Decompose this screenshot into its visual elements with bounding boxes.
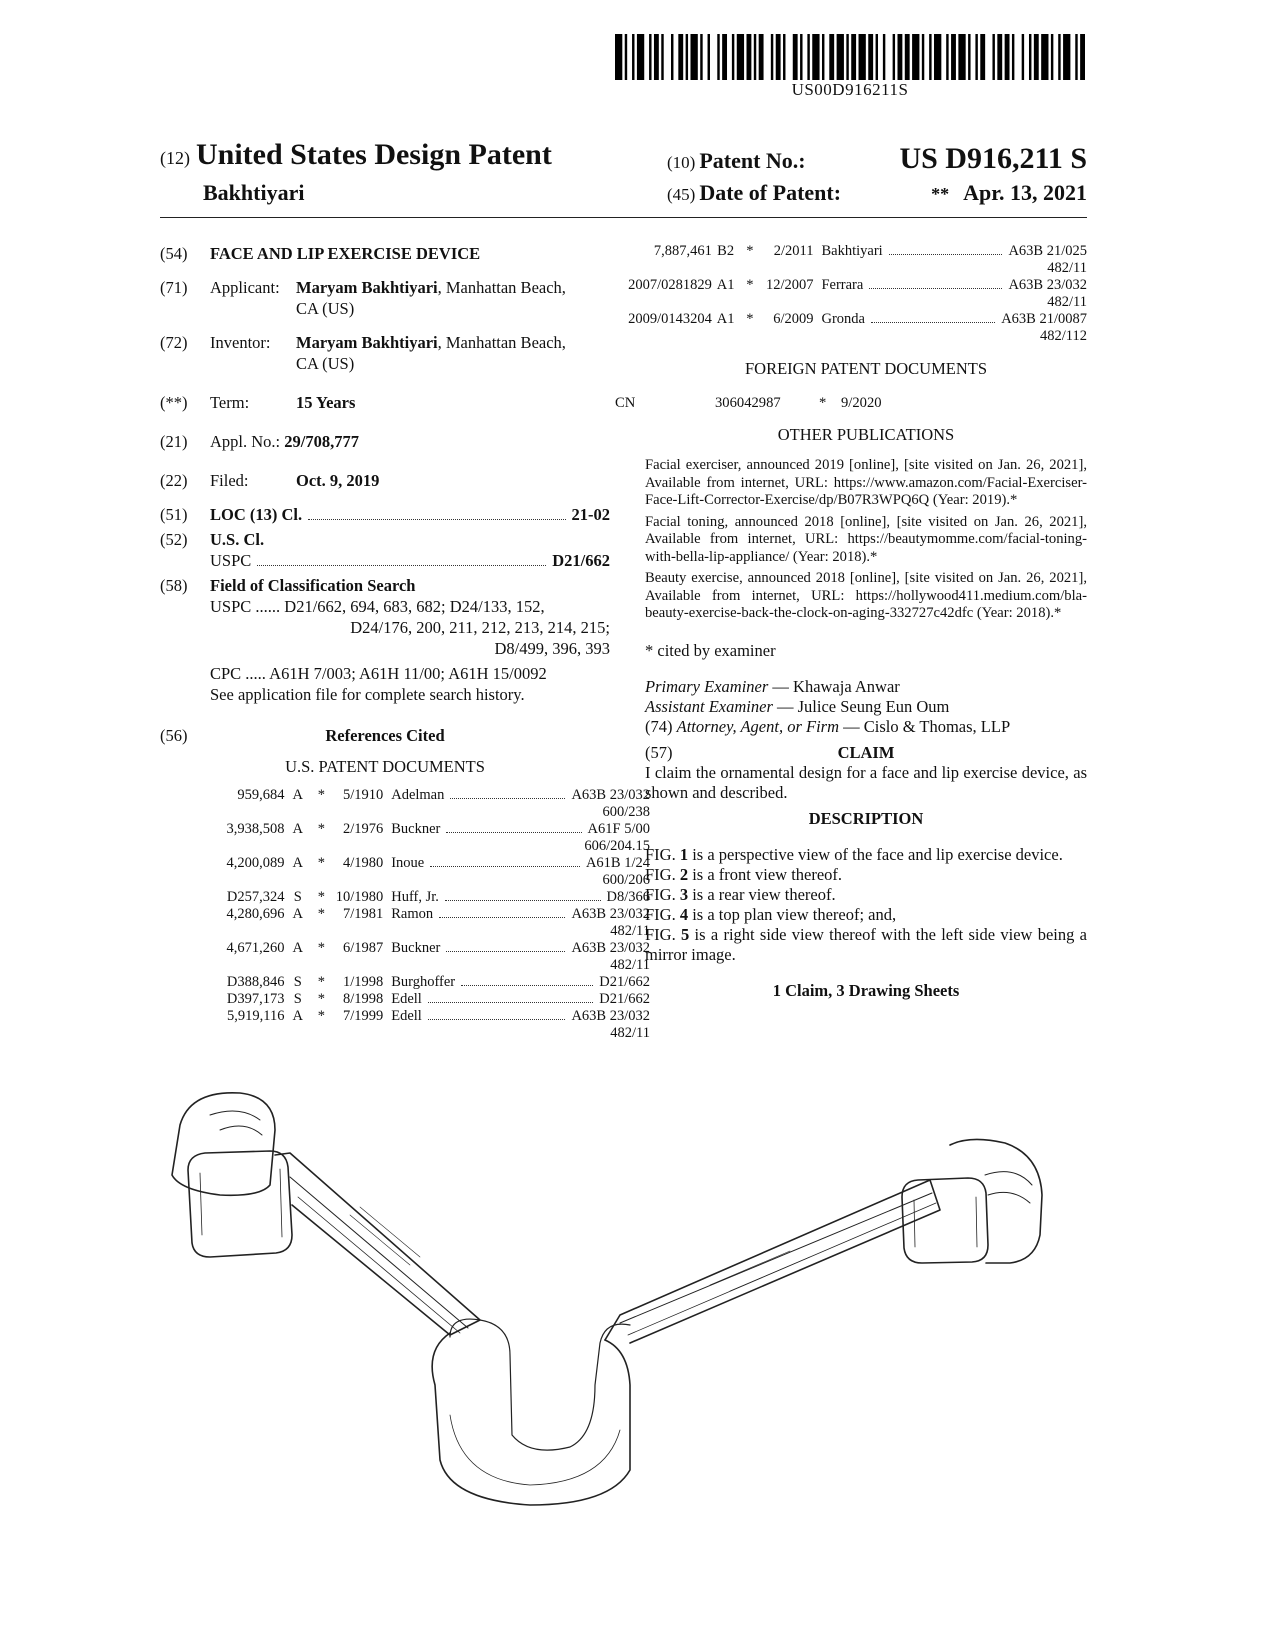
barcode-bar — [822, 34, 824, 80]
header-rule — [160, 217, 1087, 218]
reference-star: * — [317, 889, 326, 905]
barcode-bar — [851, 34, 856, 80]
barcode-bar — [859, 34, 866, 80]
field-code: (52) — [160, 530, 188, 549]
reference-subclass-row — [190, 923, 650, 940]
us-references-continued-table — [615, 243, 1087, 345]
reference-star: * — [317, 974, 326, 990]
reference-row — [190, 974, 650, 991]
device-drawing — [150, 1085, 1090, 1625]
field-label: Applicant: — [210, 278, 280, 297]
right-bar — [605, 1180, 940, 1343]
reference-kind: A1 — [716, 311, 735, 327]
attorney-name: — Cislo & Thomas, LLP — [843, 716, 1011, 736]
reference-subclass: 482/11 — [610, 957, 650, 973]
loc-field — [160, 504, 610, 525]
reference-date: 4/1980 — [342, 855, 384, 871]
center-loop — [432, 1333, 630, 1505]
field-label: LOC (13) Cl. — [210, 505, 303, 524]
foreign-country: CN — [615, 395, 636, 411]
barcode-bar — [686, 34, 688, 80]
reference-row — [190, 889, 650, 906]
reference-class: A61B 1/24 — [585, 855, 650, 871]
barcode-bar — [992, 34, 994, 80]
barcode-bar — [958, 34, 965, 80]
term-field — [160, 392, 610, 413]
reference-name: Edell — [391, 991, 422, 1007]
primary-examiner — [645, 677, 1087, 697]
barcode-bar — [678, 34, 683, 80]
reference-num: 3,938,508 — [226, 821, 285, 837]
reference-name: Huff, Jr. — [391, 889, 439, 905]
reference-star: * — [746, 243, 754, 259]
reference-star: * — [746, 311, 754, 327]
reference-row — [190, 787, 650, 804]
barcode-bar — [747, 34, 752, 80]
barcode-bar — [708, 34, 710, 80]
loc-value: 21-02 — [571, 505, 610, 524]
reference-row — [190, 940, 650, 957]
field-label: Term: — [210, 393, 250, 412]
reference-name: Buckner — [391, 940, 441, 956]
barcode-bar — [968, 34, 970, 80]
reference-date: 7/1999 — [342, 1008, 384, 1024]
field-label: Inventor: — [210, 333, 271, 352]
reference-class: A63B 23/032 — [571, 940, 650, 956]
reference-star: * — [746, 277, 754, 293]
reference-star: * — [317, 855, 326, 871]
foreign-star: * — [819, 395, 827, 411]
barcode-bar — [1034, 34, 1039, 80]
reference-row — [190, 821, 650, 838]
inventor-field — [160, 332, 610, 374]
reference-star: * — [317, 940, 326, 956]
reference-subclass-row — [615, 260, 1087, 277]
reference-date: 10/1980 — [335, 889, 384, 905]
field-of-search — [160, 575, 610, 705]
barcode-bar — [1005, 34, 1010, 80]
search-history-note: See application file for complete search history. — [210, 685, 525, 704]
reference-name: Gronda — [821, 311, 865, 327]
author-name: Bakhtiyari — [203, 180, 305, 205]
reference-date: 6/2009 — [773, 311, 814, 327]
reference-row — [615, 311, 1087, 328]
appl-no-value: 29/708,777 — [284, 432, 359, 451]
reference-class: A63B 23/032 — [571, 787, 650, 803]
applicant-name: Maryam Bakhtiyari — [296, 278, 438, 297]
reference-subclass-row — [615, 328, 1087, 345]
assistant-examiner — [645, 697, 1087, 717]
us-documents-title: U.S. PATENT DOCUMENTS — [285, 757, 485, 776]
barcode-bar — [905, 34, 910, 80]
patent-title-heading: United States Design Patent — [196, 138, 552, 171]
foreign-number: 306042987 — [715, 395, 781, 411]
barcode-bar — [934, 34, 941, 80]
barcode-bar — [1080, 34, 1085, 80]
reference-num: D388,846 — [226, 974, 285, 990]
reference-date: 6/1987 — [342, 940, 384, 956]
barcode-bar — [732, 34, 734, 80]
reference-name: Burghoffer — [391, 974, 456, 990]
reference-subclass-row — [190, 957, 650, 974]
appl-no-field — [160, 431, 610, 452]
fig-description-4: FIG. 4 is a top plan view thereof; and, — [645, 904, 897, 924]
reference-class: A63B 21/0087 — [1001, 311, 1087, 327]
reference-num: 4,671,260 — [226, 940, 285, 956]
reference-num: D397,173 — [226, 991, 285, 1007]
fig-description-3: FIG. 3 is a rear view thereof. — [645, 884, 836, 904]
reference-row — [190, 1008, 650, 1025]
barcode-bar — [1063, 34, 1070, 80]
reference-row — [190, 991, 650, 1008]
reference-num: 7,887,461 — [653, 243, 712, 259]
us-cl-field — [160, 529, 610, 571]
barcode-bar — [1041, 34, 1048, 80]
barcode-bar — [771, 34, 773, 80]
barcode-bar — [754, 34, 756, 80]
reference-class: A63B 23/032 — [1008, 277, 1087, 293]
assistant-examiner-label: Assistant Examiner — [645, 696, 773, 716]
filed-value: Oct. 9, 2019 — [296, 471, 380, 490]
reference-row — [190, 855, 650, 872]
foreign-docs-title: FOREIGN PATENT DOCUMENTS — [744, 359, 988, 378]
patent-number-label: Patent No.: — [699, 148, 806, 173]
reference-kind: A — [292, 1008, 304, 1024]
barcode-bar — [625, 34, 627, 80]
kind-code: (12) — [160, 148, 190, 168]
references-title: References Cited — [325, 726, 445, 745]
field-code: (21) — [160, 432, 188, 451]
barcode-bar — [649, 34, 651, 80]
inventor-country: CA (US) — [296, 354, 355, 373]
reference-kind: B2 — [717, 243, 735, 259]
barcode-bar — [980, 34, 985, 80]
barcode-number: US00D916211S — [791, 80, 909, 99]
barcode-bar — [800, 34, 802, 80]
publication-item: Beauty exercise, announced 2018 [online], [site visited on Jan. 26, 2021], Available from internet, URL: https://hollywood411.medium.com/bla-beauty-exercise-back-the-clock-on-aging-332727c42dfc (Year: 2018).* — [645, 570, 1087, 621]
reference-class: A63B 23/032 — [571, 906, 650, 922]
reference-subclass-row — [190, 1025, 650, 1042]
barcode-bar — [1012, 34, 1014, 80]
barcode-bar — [632, 34, 634, 80]
date-code: (45) — [667, 185, 696, 204]
description-title: DESCRIPTION — [808, 808, 924, 828]
barcode-bar — [807, 34, 809, 80]
reference-row — [190, 906, 650, 923]
reference-star: * — [317, 906, 326, 922]
reference-class: A63B 21/025 — [1008, 243, 1087, 259]
reference-kind: A1 — [716, 277, 735, 293]
field-label: U.S. Cl. — [210, 530, 265, 549]
primary-examiner-name: — Khawaja Anwar — [772, 676, 900, 696]
left-cup-pad — [188, 1151, 292, 1257]
field-code: (71) — [160, 278, 188, 297]
reference-kind: A — [292, 940, 304, 956]
reference-star: * — [317, 991, 326, 1007]
reference-class: D21/662 — [599, 991, 650, 1007]
reference-row — [615, 243, 1087, 260]
attorney-code: (74) — [645, 716, 673, 736]
barcode-bar — [893, 34, 895, 80]
reference-name: Adelman — [391, 787, 445, 803]
barcode-bar — [722, 34, 727, 80]
barcode-bar — [1075, 34, 1077, 80]
reference-num: 4,280,696 — [226, 906, 285, 922]
claim-heading-row — [645, 743, 1087, 763]
claim-title: CLAIM — [837, 742, 895, 762]
reference-class: D21/662 — [599, 974, 650, 990]
patent-number-row — [667, 142, 1087, 175]
reference-num: 5,919,116 — [226, 1008, 285, 1024]
patent-type-heading — [160, 138, 552, 172]
reference-star: * — [317, 821, 326, 837]
barcode-bar — [700, 34, 702, 80]
barcode-bar — [1022, 34, 1024, 80]
reference-kind: A — [292, 906, 304, 922]
attorney — [645, 717, 1087, 737]
reference-name: Ferrara — [821, 277, 864, 293]
barcode-bar — [868, 34, 873, 80]
reference-subclass: 482/11 — [610, 923, 650, 939]
reference-subclass: 482/112 — [1040, 328, 1087, 344]
reference-star: * — [317, 1008, 326, 1024]
date-stars: ** — [931, 184, 950, 204]
reference-kind: A — [292, 787, 304, 803]
reference-row — [615, 277, 1087, 294]
barcode-bar — [946, 34, 948, 80]
barcode-bar — [846, 34, 848, 80]
reference-name: Bakhtiyari — [821, 243, 883, 259]
reference-date: 2/1976 — [342, 821, 384, 837]
field-code: (58) — [160, 576, 188, 595]
cpc-line: CPC ..... A61H 7/003; A61H 11/00; A61H 15/0092 — [210, 664, 547, 683]
reference-num: 959,684 — [237, 787, 285, 803]
reference-name: Ramon — [391, 906, 434, 922]
inventor-location: , Manhattan Beach, — [437, 333, 566, 352]
invention-title: FACE AND LIP EXERCISE DEVICE — [210, 244, 481, 263]
barcode-bar — [661, 34, 663, 80]
barcode-bar — [897, 34, 902, 80]
reference-name: Inoue — [391, 855, 425, 871]
publication-item: Facial exerciser, announced 2019 [online], [site visited on Jan. 26, 2021], Available from internet, URL: https://www.amazon.com/Facial-Exerciser-Face-Lift-Corrector-Exercise/dp/B07R3WPQ6Q (Year: 2019).* — [645, 457, 1087, 508]
reference-subclass-row — [190, 872, 650, 889]
assistant-examiner-name: — Julice Seung Eun Oum — [777, 696, 950, 716]
barcode-bar — [776, 34, 781, 80]
barcode-bar — [975, 34, 977, 80]
reference-subclass-row — [190, 804, 650, 821]
publication-item: Facial toning, announced 2018 [online], [site visited on Jan. 26, 2021], Available from internet, URL: https://beautymomme.com/facial-toning-with-bella-lip-appliance/ (Year: 2018).* — [645, 513, 1087, 565]
patent-number-code: (10) — [667, 153, 696, 172]
barcode-bar — [951, 34, 956, 80]
applicant-country: CA (US) — [296, 299, 355, 318]
reference-subclass: 482/11 — [1047, 260, 1087, 276]
reference-kind: A — [292, 821, 304, 837]
barcode-bar — [812, 34, 819, 80]
barcode-bar — [997, 34, 1002, 80]
uspc-search-line: D8/499, 396, 393 — [494, 639, 610, 658]
barcode-bar — [793, 34, 798, 80]
reference-date: 8/1998 — [342, 991, 384, 1007]
cited-by-examiner: * cited by examiner — [645, 640, 776, 660]
uspc-search-line: D24/176, 200, 211, 212, 213, 214, 215; — [350, 618, 610, 637]
left-cup-back — [172, 1093, 275, 1196]
fig-description-5: FIG. 5 is a right side view thereof with the left side view being a mirror image. — [645, 924, 1088, 964]
reference-subclass: 600/206 — [602, 872, 650, 888]
reference-subclass-row — [615, 294, 1087, 311]
reference-class: A61F 5/00 — [587, 821, 650, 837]
reference-num: D257,324 — [226, 889, 285, 905]
barcode-bar — [654, 34, 659, 80]
date-of-patent: Apr. 13, 2021 — [963, 180, 1087, 205]
barcode-bar — [615, 34, 622, 80]
reference-name: Edell — [391, 1008, 422, 1024]
reference-subclass: 482/11 — [1047, 294, 1087, 310]
date-label: Date of Patent: — [699, 180, 842, 205]
reference-subclass-row — [190, 838, 650, 855]
patent-number: US D916,211 S — [899, 142, 1087, 175]
field-label: Filed: — [210, 471, 249, 490]
applicant-field — [160, 277, 610, 319]
date-of-patent-row — [667, 180, 1087, 206]
applicant-location: , Manhattan Beach, — [437, 278, 566, 297]
barcode-bar — [929, 34, 931, 80]
field-label: Appl. No.: — [210, 432, 281, 451]
field-code: (**) — [160, 393, 188, 412]
barcode-bar — [690, 34, 697, 80]
barcode-bar — [783, 34, 785, 80]
attorney-label: Attorney, Agent, or Firm — [676, 716, 840, 736]
foreign-date: 9/2020 — [841, 395, 882, 411]
reference-subclass: 600/238 — [602, 804, 650, 820]
barcode-bar — [1058, 34, 1060, 80]
inventor-name: Maryam Bakhtiyari — [296, 333, 438, 352]
uspc-search-line: D21/662, 694, 683, 682; D24/133, 152, — [284, 597, 545, 616]
barcode-bar — [837, 34, 844, 80]
field-code: (51) — [160, 505, 188, 524]
left-bar — [275, 1153, 480, 1335]
barcode-bar — [637, 34, 644, 80]
reference-date: 1/1998 — [342, 974, 384, 990]
claims-sheets-count: 1 Claim, 3 Drawing Sheets — [772, 980, 960, 1000]
reference-name: Buckner — [391, 821, 441, 837]
reference-num: 4,200,089 — [226, 855, 285, 871]
reference-num: 2007/0281829 — [628, 277, 712, 293]
reference-date: 7/1981 — [342, 906, 384, 922]
barcode-bar — [1051, 34, 1053, 80]
barcode-bar — [737, 34, 744, 80]
uspc-label: USPC — [210, 551, 252, 570]
reference-date: 12/2007 — [765, 277, 814, 293]
barcode-bar — [829, 34, 834, 80]
uspc-search-label: USPC ...... — [210, 597, 281, 616]
field-code: (56) — [160, 726, 188, 745]
reference-kind: S — [293, 991, 302, 1007]
us-cl-value: D21/662 — [552, 551, 610, 570]
barcode-bar — [922, 34, 924, 80]
other-publications-title: OTHER PUBLICATIONS — [777, 425, 955, 444]
barcode-bar — [1029, 34, 1031, 80]
barcode-bar — [876, 34, 878, 80]
field-code: (22) — [160, 471, 188, 490]
field-label: Field of Classification Search — [210, 576, 416, 595]
barcode — [615, 34, 1085, 80]
reference-subclass: 606/204.15 — [584, 838, 650, 854]
reference-class: A63B 23/032 — [571, 1008, 650, 1024]
reference-kind: A — [292, 855, 304, 871]
reference-subclass: 482/11 — [610, 1025, 650, 1041]
barcode-bar — [671, 34, 673, 80]
reference-class: D8/366 — [606, 889, 650, 905]
barcode-bar — [717, 34, 719, 80]
reference-num: 2009/0143204 — [628, 311, 712, 327]
barcode-bar — [883, 34, 885, 80]
reference-date: 2/2011 — [773, 243, 814, 259]
us-references-table — [190, 787, 650, 1042]
field-code: (72) — [160, 333, 188, 352]
references-cited — [160, 725, 650, 1042]
barcode-bar — [912, 34, 919, 80]
reference-date: 5/1910 — [342, 787, 384, 803]
fig-description-1: FIG. 1 is a perspective view of the face and lip exercise device. — [645, 844, 1063, 864]
primary-examiner-label: Primary Examiner — [645, 676, 769, 696]
term-value: 15 Years — [296, 393, 356, 412]
field-code: (54) — [160, 244, 188, 263]
reference-kind: S — [293, 974, 302, 990]
reference-kind: S — [293, 889, 302, 905]
barcode-bar — [759, 34, 764, 80]
filed-field — [160, 470, 610, 491]
reference-star: * — [317, 787, 326, 803]
foreign-doc-row — [615, 393, 1087, 413]
fig-description-2: FIG. 2 is a front view thereof. — [645, 864, 843, 884]
title-field — [160, 243, 610, 264]
claim-text: I claim the ornamental design for a face and lip exercise device, as shown and described. — [645, 762, 1087, 802]
claim-code: (57) — [645, 742, 673, 762]
